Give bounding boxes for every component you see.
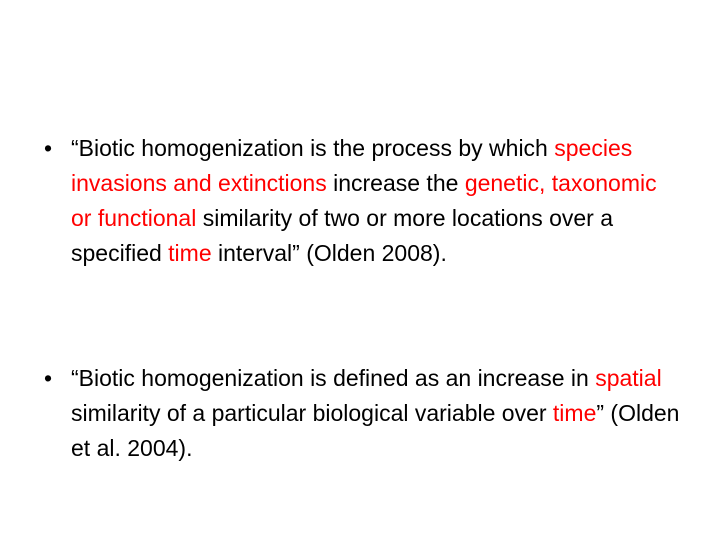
text: ” (Olden et al. 2004). (71, 400, 680, 461)
bullet-dot: • (44, 365, 53, 391)
highlight-text: genetic, taxonomic or functional (71, 170, 657, 231)
highlight-text: time (168, 240, 212, 266)
highlight-text: time (552, 400, 597, 426)
text: “Biotic homogenization is defined as an increase in (71, 365, 596, 391)
text: interval” (Olden 2008). (211, 240, 447, 266)
text: increase the (326, 170, 465, 196)
text: similarity of a particular biological variable over (71, 400, 553, 426)
text: similarity of two or more locations over a specified (71, 205, 614, 266)
bullet-olden-2008 (44, 131, 681, 271)
bullet-dot: • (44, 135, 53, 161)
text: “Biotic homogenization is the process by which (71, 135, 555, 161)
highlight-text: species invasions and extinctions (71, 135, 633, 196)
bullet-olden-2004 (44, 361, 681, 466)
highlight-text: spatial (595, 365, 662, 391)
